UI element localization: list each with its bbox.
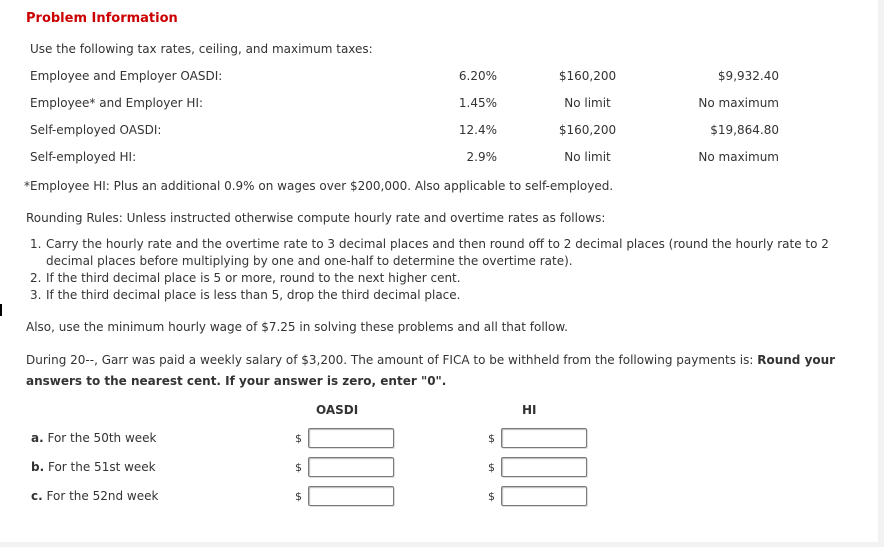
oasdi-51st-week-input[interactable] — [308, 457, 394, 477]
right-edge-border — [878, 0, 884, 547]
tax-rates-intro: Use the following tax rates, ceiling, and maximum taxes: — [30, 42, 373, 56]
tax-rate-row — [0, 96, 884, 116]
bottom-edge-border — [0, 542, 884, 547]
tax-rate-label: Self-employed HI: — [30, 150, 137, 164]
left-edge-marker — [0, 304, 2, 316]
rounding-rule — [30, 236, 850, 270]
rounding-rule — [30, 270, 850, 287]
tax-rate-ceiling: No limit — [564, 96, 611, 110]
rounding-rule — [30, 287, 850, 304]
hi-51st-week-input[interactable] — [501, 457, 587, 477]
oasdi-52nd-week-input[interactable] — [308, 486, 394, 506]
tax-rate-label: Employee and Employer OASDI: — [30, 69, 223, 83]
oasdi-column-header: OASDI — [316, 403, 359, 417]
rounding-rules-list — [30, 236, 850, 304]
rounding-rule-number: 2. — [30, 271, 42, 285]
question-prompt: During 20--, Garr was paid a weekly salary of $3,200. The amount of FICA to be withheld from the following payments is: — [26, 353, 758, 367]
hi-column-header: HI — [522, 403, 537, 417]
tax-rate-row — [0, 123, 884, 143]
min-wage-note: Also, use the minimum hourly wage of $7.25 in solving these problems and all that follow. — [26, 320, 568, 334]
dollar-sign: $ — [488, 490, 495, 503]
question-instruction: Round your answers to the nearest cent. If your answer is zero, enter "0". — [26, 353, 836, 388]
rounding-rule-number: 3. — [30, 288, 42, 302]
answer-row-label — [31, 489, 158, 503]
tax-rate-maximum: No maximum — [698, 96, 779, 110]
rounding-rules-title: Rounding Rules: Unless instructed otherwise compute hourly rate and overtime rates as follows: — [26, 211, 606, 225]
tax-rate-percent: 12.4% — [458, 123, 497, 137]
oasdi-50th-week-input[interactable] — [308, 428, 394, 448]
rounding-rule-number: 1. — [30, 237, 42, 251]
answer-row-label — [31, 431, 156, 445]
hi-footnote: *Employee HI: Plus an additional 0.9% on wages over $200,000. Also applicable to self-employed. — [24, 179, 614, 193]
tax-rate-maximum: No maximum — [698, 150, 779, 164]
row-letter: c. — [31, 489, 43, 503]
tax-rate-ceiling: $160,200 — [558, 69, 617, 83]
tax-rate-row — [0, 69, 884, 89]
row-label-text: For the 52nd week — [46, 489, 159, 503]
tax-rate-percent: 1.45% — [458, 96, 497, 110]
hi-50th-week-input[interactable] — [501, 428, 587, 448]
tax-rate-label: Self-employed OASDI: — [30, 123, 162, 137]
dollar-sign: $ — [295, 461, 302, 474]
problem-info-title: Problem Information — [26, 11, 178, 26]
row-letter: b. — [31, 460, 45, 474]
tax-rate-row — [0, 150, 884, 170]
dollar-sign: $ — [488, 432, 495, 445]
tax-rate-ceiling: $160,200 — [558, 123, 617, 137]
tax-rate-maximum: $19,864.80 — [710, 123, 779, 137]
dollar-sign: $ — [488, 461, 495, 474]
rounding-rule-text: If the third decimal place is 5 or more, round to the next higher cent. — [46, 271, 461, 285]
tax-rate-ceiling: No limit — [564, 150, 611, 164]
answer-row-label — [31, 460, 156, 474]
row-letter: a. — [31, 431, 44, 445]
tax-rate-maximum: $9,932.40 — [717, 69, 779, 83]
tax-rate-percent: 6.20% — [458, 69, 497, 83]
row-label-text: For the 50th week — [47, 431, 157, 445]
hi-52nd-week-input[interactable] — [501, 486, 587, 506]
question-text — [26, 350, 856, 392]
tax-rate-label: Employee* and Employer HI: — [30, 96, 204, 110]
rounding-rule-text: Carry the hourly rate and the overtime rate to 3 decimal places and then round off to 2 decimal places (round the hourly rate to 2 decimal places before multiplying by one and one-half to determine the overtime rate). — [46, 237, 829, 268]
row-label-text: For the 51st week — [47, 460, 156, 474]
dollar-sign: $ — [295, 432, 302, 445]
tax-rate-percent: 2.9% — [466, 150, 497, 164]
dollar-sign: $ — [295, 490, 302, 503]
rounding-rule-text: If the third decimal place is less than 5, drop the third decimal place. — [46, 288, 461, 302]
